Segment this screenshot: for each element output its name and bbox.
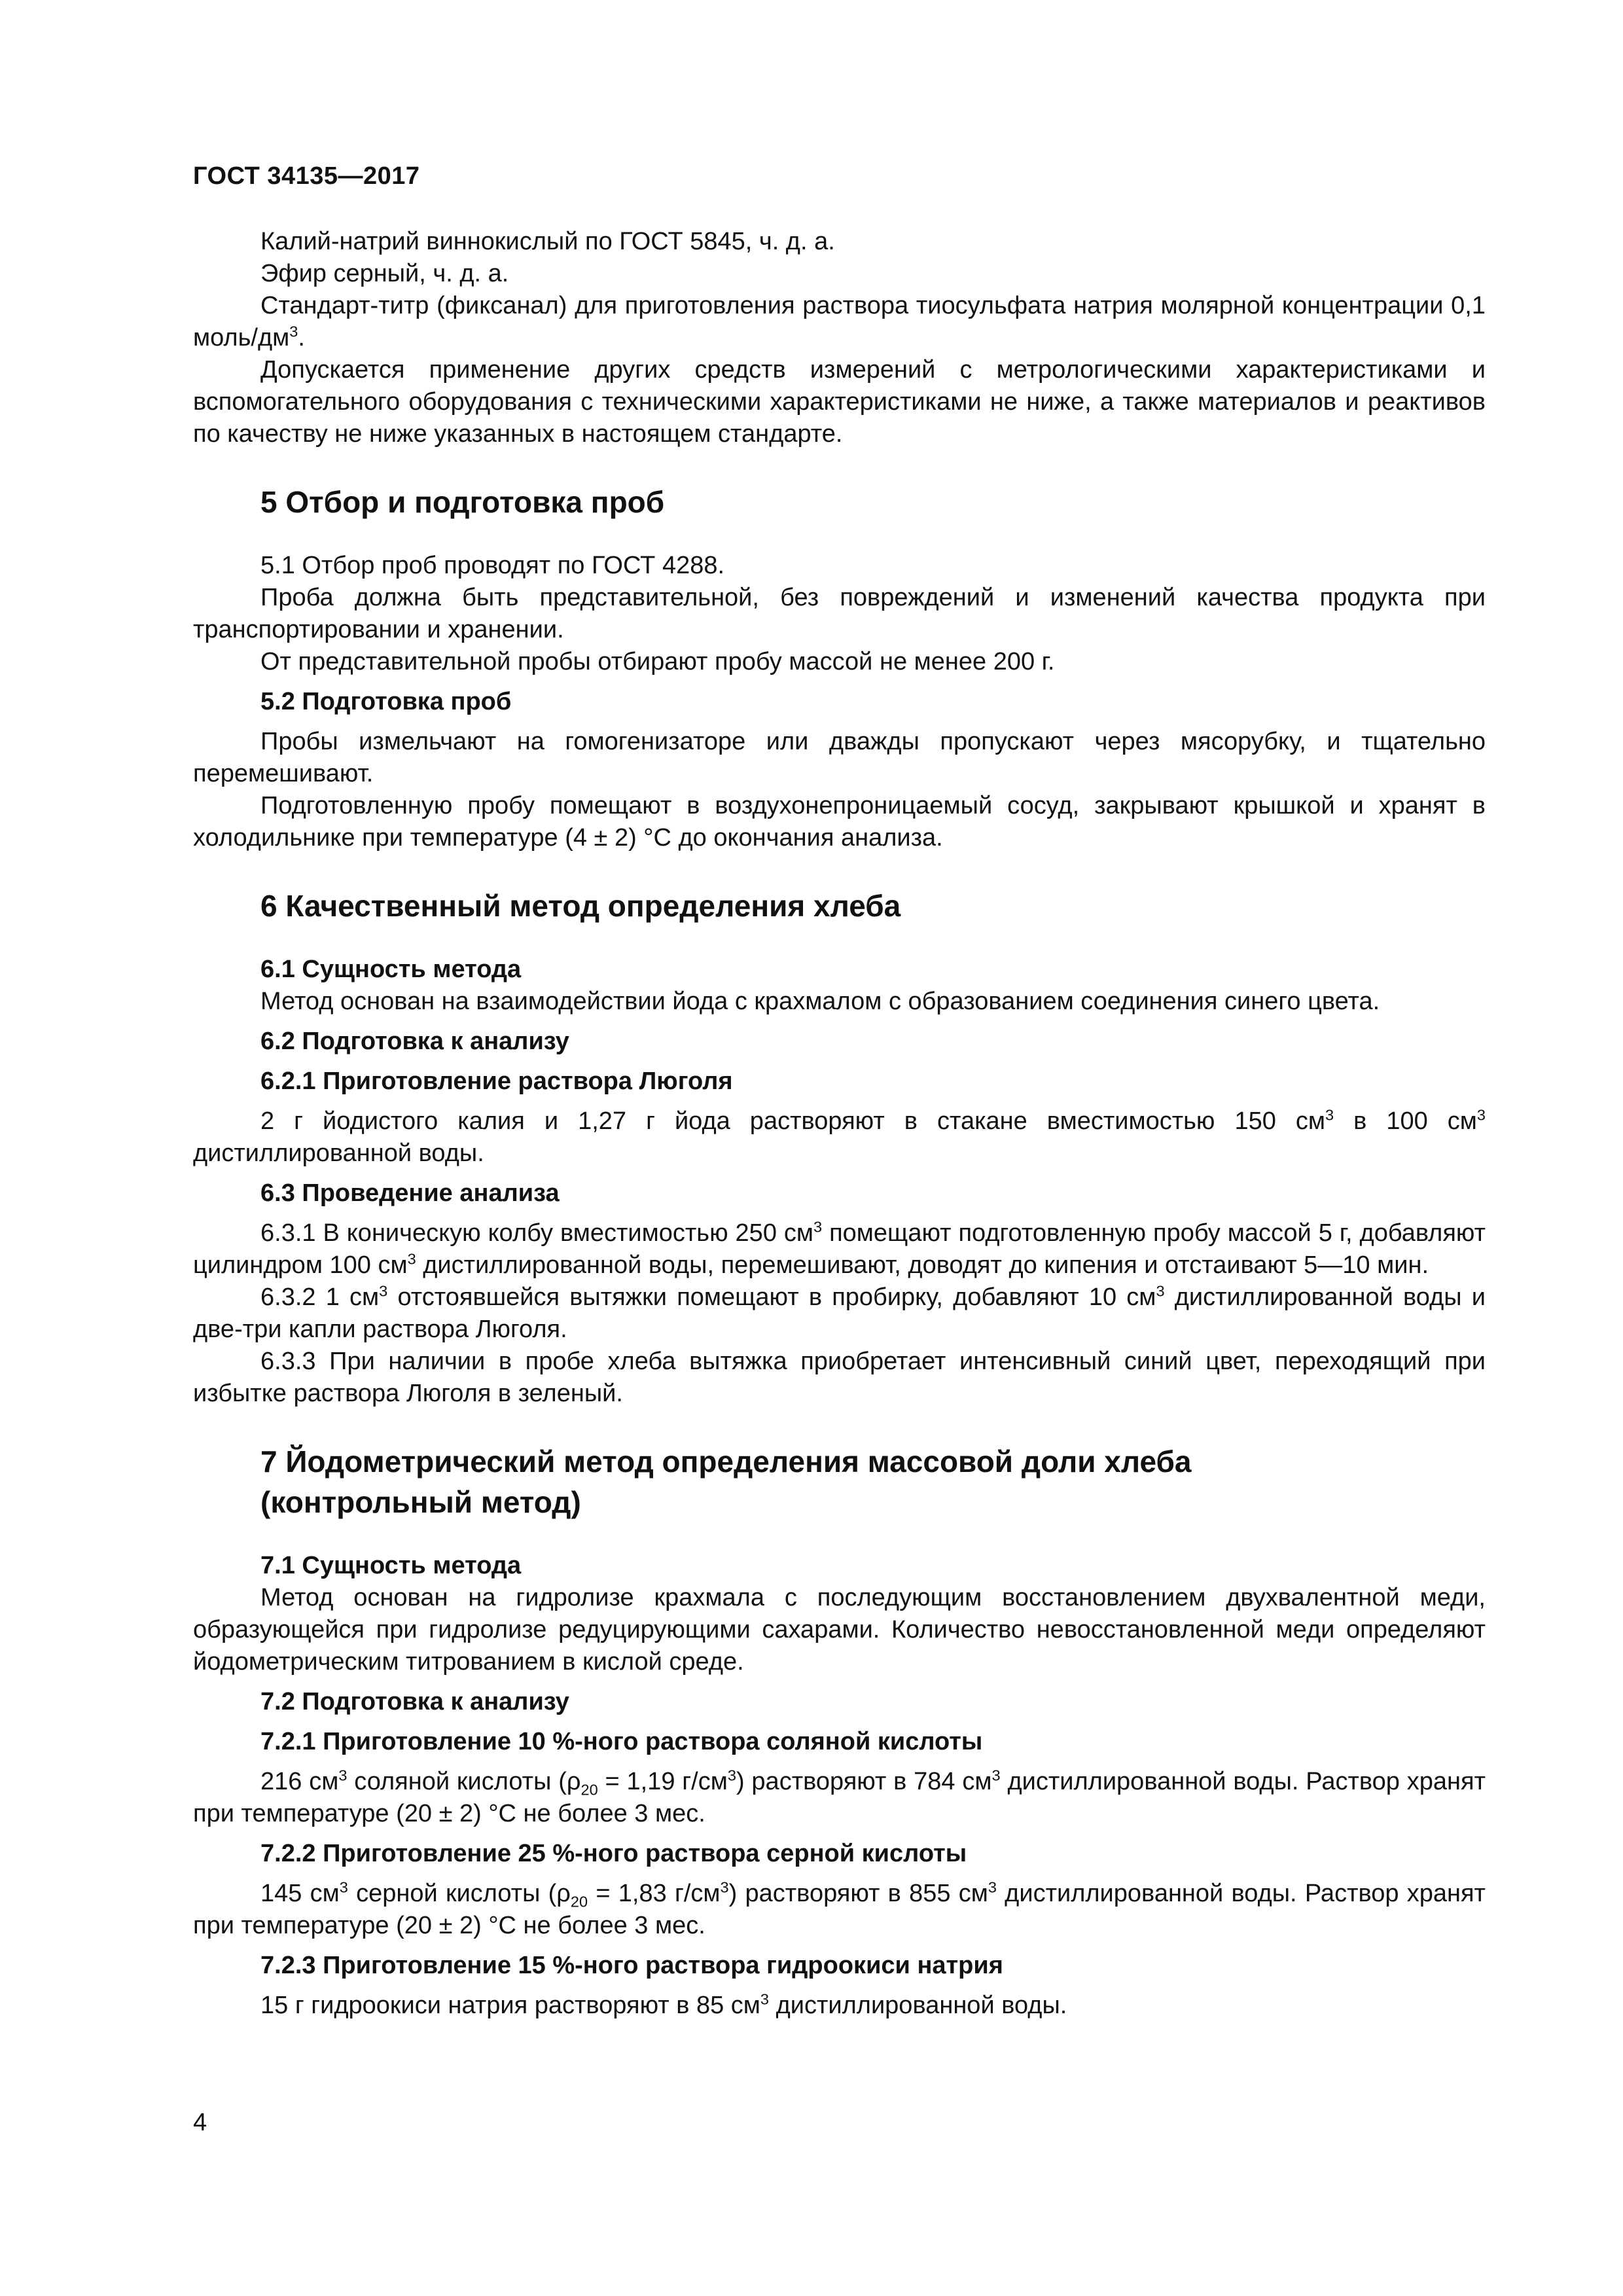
paragraph: [193, 290, 1486, 354]
text: ) растворяют в 855 см: [728, 1880, 988, 1907]
text: дистиллированной воды и две-три капли раствора Люголя.: [193, 1283, 1486, 1343]
text: = 1,19 г/см: [597, 1768, 728, 1795]
text: 2 г йодистого калия и 1,27 г йода растворяют в стакане вместимостью 150 см: [260, 1107, 1325, 1135]
text: дистиллированной воды, перемешивают, доводят до кипения и отстаивают 5—10 мин.: [416, 1251, 1429, 1279]
subsection-heading: 7.2.2 Приготовление 25 %-ного раствора серной кислоты: [260, 1840, 967, 1867]
text: Стандарт-титр (фиксанал) для приготовления раствора тиосульфата натрия молярной концентрации 0,1 моль/дм: [193, 292, 1486, 351]
section-heading: 6 Качественный метод определения хлеба: [260, 889, 901, 923]
superscript: 3: [760, 1990, 770, 2008]
superscript: 3: [813, 1218, 823, 1236]
paragraph: Допускается применение других средств измерений с метрологическими характеристиками и вспомогательного оборудования с техническими характеристиками не ниже, а также материалов и реактивов по качеству не ниже указанных в настоящем стандарте.: [193, 356, 1486, 448]
paragraph: [193, 1990, 1486, 2022]
subsection-heading: 6.1 Сущность метода: [260, 956, 522, 983]
section-heading: 7 Йодометрический метод определения массовой доли хлеба (контрольный метод): [260, 1444, 1192, 1519]
paragraph: Метод основан на взаимодействии йода с крахмалом с образованием соединения синего цвета.: [260, 988, 1380, 1015]
superscript: 3: [1156, 1282, 1165, 1300]
text: 15 г гидроокиси натрия растворяют в 85 см: [260, 1992, 760, 2019]
subsection-heading: 6.3 Проведение анализа: [260, 1179, 560, 1207]
subsection-heading: 7.2.1 Приготовление 10 %-ного раствора соляной кислоты: [260, 1728, 983, 1755]
subscript: 20: [570, 1893, 588, 1910]
text: соляной кислоты (ρ: [347, 1768, 581, 1795]
text: отстоявшейся вытяжки помещают в пробирку, добавляют 10 см: [387, 1283, 1156, 1311]
paragraph: Калий-натрий виннокислый по ГОСТ 5845, ч. д. а.: [260, 228, 835, 255]
subsection-heading: 6.2 Подготовка к анализу: [260, 1028, 569, 1055]
subsection-heading: 5.2 Подготовка проб: [260, 688, 512, 715]
page-number: 4: [193, 2109, 207, 2136]
paragraph: [193, 1217, 1486, 1282]
paragraph: Подготовленную пробу помещают в воздухонепроницаемый сосуд, закрывают крышкой и хранят в холодильнике при температуре (4 ± 2) °С до окончания анализа.: [193, 792, 1486, 852]
superscript: 3: [289, 323, 298, 340]
superscript: 3: [727, 1767, 736, 1784]
subscript: 20: [580, 1781, 598, 1799]
paragraph: Проба должна быть представительной, без повреждений и изменений качества продукта при транспортировании и хранении.: [193, 584, 1486, 643]
subsection-heading: 7.2 Подготовка к анализу: [260, 1688, 569, 1715]
text: дистиллированной воды.: [193, 1139, 484, 1167]
paragraph: От представительной пробы отбирают пробу массой не менее 200 г.: [260, 648, 1055, 675]
superscript: 3: [720, 1878, 729, 1896]
subsection-heading: 7.1 Сущность метода: [260, 1552, 522, 1579]
paragraph: 5.1 Отбор проб проводят по ГОСТ 4288.: [260, 552, 725, 579]
text: .: [298, 324, 305, 351]
text: дистиллированной воды. Раствор хранят при температуре (20 ± 2) °С не более 3 мес.: [193, 1880, 1486, 1939]
paragraph: [193, 1282, 1486, 1346]
text: 6.3.2 1 см: [260, 1283, 380, 1311]
subsection-heading: 7.2.3 Приготовление 15 %-ного раствора гидроокиси натрия: [260, 1952, 1003, 1979]
text: ) растворяют в 784 см: [736, 1768, 992, 1795]
text: дистиллированной воды. Раствор хранят при температуре (20 ± 2) °С не более 3 мес.: [193, 1768, 1486, 1827]
text: серной кислоты (ρ: [348, 1880, 571, 1907]
text: 216 см: [260, 1768, 339, 1795]
text: в 100 см: [1334, 1107, 1477, 1135]
superscript: 3: [339, 1878, 348, 1896]
paragraph: [193, 1878, 1486, 1942]
superscript: 3: [1476, 1106, 1486, 1124]
document-body: [193, 226, 1486, 2022]
text: помещают подготовленную пробу массой 5 г, добавляют цилиндром 100 см: [193, 1219, 1486, 1279]
paragraph: 6.3.3 При наличии в пробе хлеба вытяжка приобретает интенсивный синий цвет, переходящий при избытке раствора Люголя в зеленый.: [193, 1348, 1486, 1407]
text: 6.3.1 В коническую колбу вместимостью 250 см: [260, 1219, 814, 1247]
paragraph: Эфир серный, ч. д. а.: [260, 260, 509, 287]
superscript: 3: [407, 1250, 416, 1268]
text: дистиллированной воды.: [769, 1992, 1067, 2019]
paragraph: [193, 1766, 1486, 1830]
superscript: 3: [338, 1767, 348, 1784]
paragraph: Пробы измельчают на гомогенизаторе или дважды пропускают через мясорубку, и тщательно перемешивают.: [193, 728, 1486, 787]
section-heading: 5 Отбор и подготовка проб: [260, 485, 665, 519]
superscript: 3: [379, 1282, 388, 1300]
superscript: 3: [991, 1767, 1001, 1784]
paragraph: [193, 1105, 1486, 1170]
subsection-heading: 6.2.1 Приготовление раствора Люголя: [260, 1067, 733, 1095]
superscript: 3: [988, 1878, 997, 1896]
paragraph: Метод основан на гидролизе крахмала с последующим восстановлением двухвалентной меди, образующейся при гидролизе редуцирующими сахарами. Количество невосстановленной меди определяют йодометрическим титрованием в кислой среде.: [193, 1584, 1486, 1676]
text: 145 см: [260, 1880, 340, 1907]
text: = 1,83 г/см: [588, 1880, 721, 1907]
superscript: 3: [1325, 1106, 1334, 1124]
document-header: ГОСТ 34135—2017: [193, 162, 420, 190]
